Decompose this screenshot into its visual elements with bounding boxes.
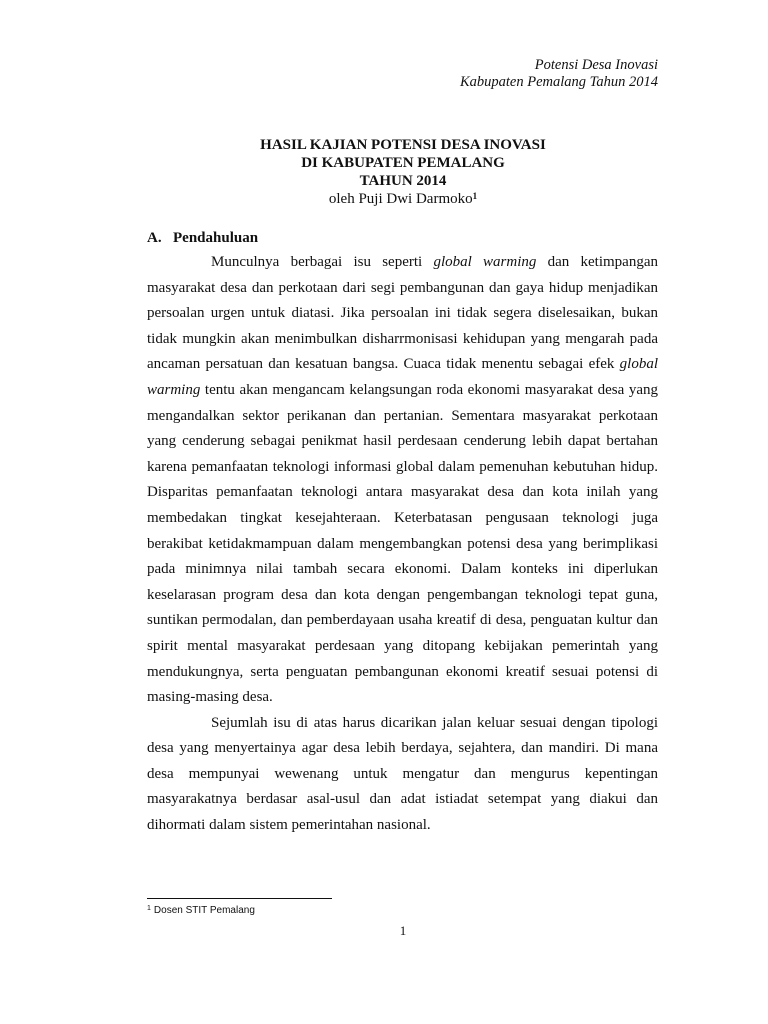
section-number: A. (147, 230, 162, 246)
paragraph-1-text-b: dan ketimpangan masyarakat desa dan perkotaan dari segi pembangunan dan gaya hidup menjadikan persoalan urgen untuk diatasi. Jika persoalan ini tidak segera diselesaikan, bukan tidak mungkin akan menimbulkan disharrmonisasi kehidupan yang mengarah pada ancaman persatuan dan kesatuan bangsa. Cuaca tidak menentu sebagai efek (147, 254, 658, 373)
paragraph-1-text-c: tentu akan mengancam kelangsungan roda ekonomi masyarakat desa yang mengandalkan sektor perikanan dan pertanian. Sementara masyarakat perkotaan yang cenderung sebagai penikmat hasil perdesaan cenderung lebih dapat bertahan karena pemanfaatan teknologi informasi global dalam pemenuhan kebutuhan hidup. Disparitas pemanfaatan teknologi antara masyarakat desa dan kota inilah yang membedakan tingkat kesejahteraan. Keterbatasan pengusaan teknologi juga berakibat ketidakmampuan dalam mengembangkan potensi desa yang berimplikasi pada minimnya nilai tambah secara ekonomi. Dalam konteks ini diperlukan keselarasan program desa dan kota dengan pengembangan teknologi tepat guna, suntikan permodalan, dan pemberdayaan usaha kreatif di desa, penguatan kultur dan spirit mental masyarakat perdesaan yang ditopang kebijakan pemerintah yang mendukungnya, serta penguatan pembangunan ekonomi kreatif sesuai potensi di masing-masing desa. (147, 381, 658, 706)
title-line-3: TAHUN 2014 (359, 173, 447, 189)
page-number: 1 (399, 923, 407, 938)
running-header-line-2: Kabupaten Pemalang Tahun 2014 (459, 74, 658, 90)
title-line-2: DI KABUPATEN PEMALANG (301, 155, 505, 171)
body-text (147, 250, 658, 839)
italic-term: global warming (147, 356, 658, 398)
author-footnote-ref[interactable]: 1 (472, 191, 478, 201)
footnote-text: Dosen STIT Pemalang (153, 905, 255, 916)
paragraph-2: Sejumlah isu di atas harus dicarikan jalan keluar sesuai dengan tipologi desa yang menyertainya agar desa lebih berdaya, sejahtera, dan mandiri. Di mana desa mempunyai wewenang untuk mengatur dan mengurus kepentingan masyarakatnya berdasar asal-usul dan adat istiadat setempat yang diakui dan dihormati dalam sistem pemerintahan nasional. (147, 714, 658, 834)
footnote-number: 1 (147, 905, 151, 912)
title-block (0, 136, 768, 208)
paragraph-1 (147, 250, 658, 711)
italic-term: global warming (433, 254, 537, 270)
running-header-line-1: Potensi Desa Inovasi (534, 57, 658, 73)
footnote (147, 905, 255, 916)
author-line (0, 190, 768, 208)
author-name: oleh Puji Dwi Darmoko (328, 191, 473, 207)
title-line-1: HASIL KAJIAN POTENSI DESA INOVASI (260, 137, 546, 153)
section-title: Pendahuluan (173, 230, 259, 246)
section-heading (147, 230, 258, 247)
footnote-divider (147, 898, 332, 899)
running-header (460, 57, 658, 91)
paragraph-1-text-a: Munculnya berbagai isu seperti (211, 254, 434, 270)
